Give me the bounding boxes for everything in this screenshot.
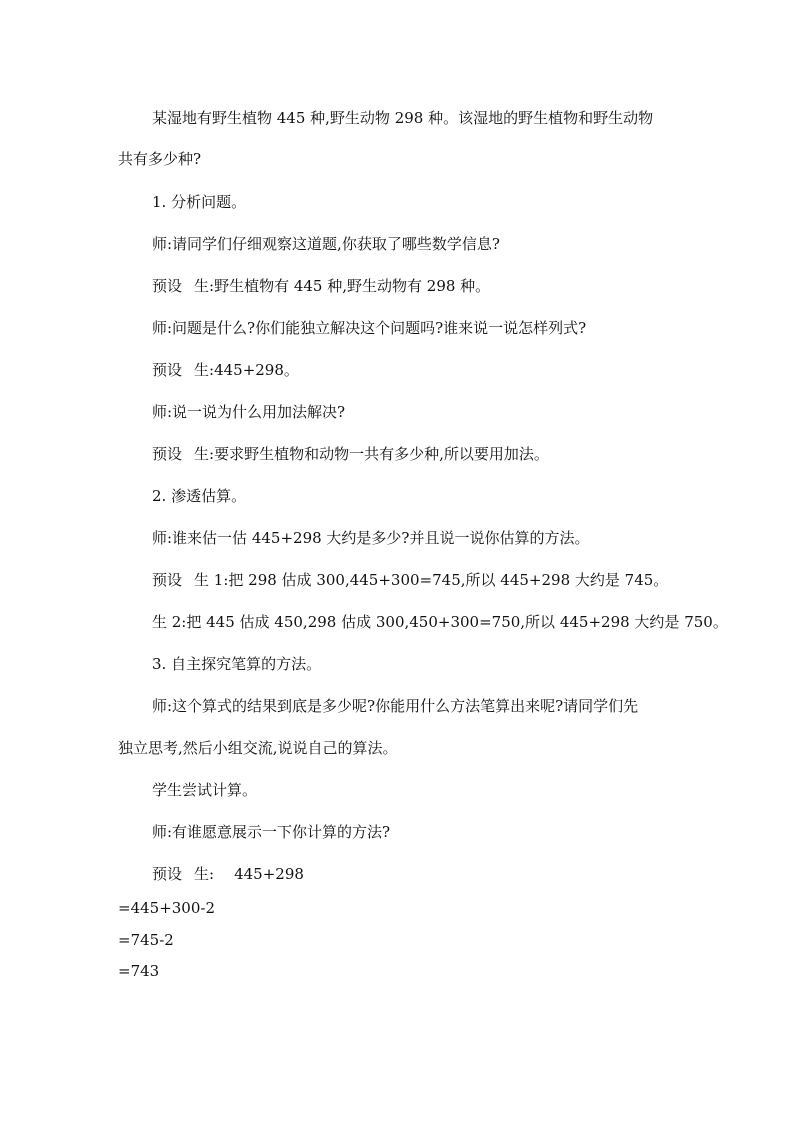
- section-heading-analyze: 1. 分析问题。: [152, 193, 247, 211]
- student-activity: 学生尝试计算。: [152, 781, 258, 799]
- student-answer-text: 生:445+298。: [194, 361, 299, 379]
- section-heading-explore: 3. 自主探究笔算的方法。: [152, 655, 322, 673]
- calculation-expression: 445+298: [234, 865, 304, 883]
- preset-label: 预设: [152, 361, 183, 379]
- preset-label: 预设: [152, 571, 183, 589]
- preset-answer-3: [152, 444, 752, 464]
- paragraph-problem-line-1: 某湿地有野生植物 445 种,野生动物 298 种。该湿地的野生植物和野生动物: [152, 109, 654, 127]
- student-answer-text: 生:野生植物有 445 种,野生动物有 298 种。: [194, 277, 491, 295]
- teacher-question-1: 师:请同学们仔细观察这道题,你获取了哪些数学信息?: [152, 235, 500, 253]
- preset-answer-4: [152, 570, 752, 590]
- teacher-question-4: 师:谁来估一估 445+298 大约是多少?并且说一说你估算的方法。: [152, 529, 590, 547]
- preset-label: 预设: [152, 445, 183, 463]
- teacher-question-5-line-2: 独立思考,然后小组交流,说说自己的算法。: [118, 739, 398, 757]
- student-answer-text: 生:要求野生植物和动物一共有多少种,所以要用加法。: [194, 445, 549, 463]
- section-heading-estimate: 2. 渗透估算。: [152, 487, 247, 505]
- student-label: 生:: [194, 865, 215, 883]
- teacher-question-5-line-1: 师:这个算式的结果到底是多少呢?你能用什么方法笔算出来呢?请同学们先: [152, 697, 639, 715]
- calculation-step-1: =445+300-2: [118, 899, 216, 917]
- calculation-step-2: =745-2: [118, 931, 174, 949]
- paragraph-problem-line-2: 共有多少种?: [118, 150, 202, 168]
- teacher-question-6: 师:有谁愿意展示一下你计算的方法?: [152, 823, 391, 841]
- teacher-question-2: 师:问题是什么?你们能独立解决这个问题吗?谁来说一说怎样列式?: [152, 319, 587, 337]
- preset-answer-1: [152, 276, 752, 296]
- preset-label: 预设: [152, 865, 183, 883]
- preset-answer-5: [152, 864, 752, 884]
- calculation-result: =743: [118, 962, 160, 980]
- teacher-question-3: 师:说一说为什么用加法解决?: [152, 403, 346, 421]
- student-answer-text: 生 1:把 298 估成 300,445+300=745,所以 445+298 大约是 745。: [194, 571, 669, 589]
- student-answer-2: 生 2:把 445 估成 450,298 估成 300,450+300=750,所以 445+298 大约是 750。: [152, 613, 728, 631]
- preset-answer-2: [152, 360, 752, 380]
- preset-label: 预设: [152, 277, 183, 295]
